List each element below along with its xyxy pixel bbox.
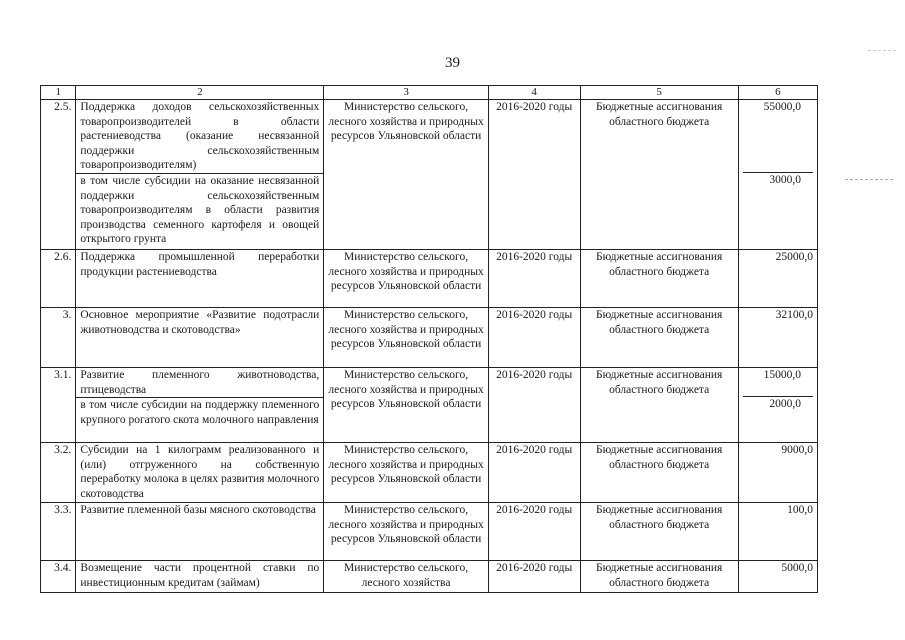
- row-ministry: Министерство сельского, лесного хозяйства и природных ресурсов Ульяновской области: [324, 368, 489, 443]
- row-value: 100,0: [738, 503, 817, 561]
- row-value-cell: [738, 368, 817, 443]
- row-index: 2.5.: [41, 100, 76, 250]
- table-row: [41, 503, 818, 561]
- row-source: Бюджетные ассигнования областного бюджета: [580, 100, 738, 250]
- row-name: Основное мероприятие «Развитие подотрасли животноводства и скотоводства»: [76, 308, 324, 368]
- row-value: 5000,0: [738, 561, 817, 593]
- row-source: Бюджетные ассигнования областного бюджета: [580, 368, 738, 443]
- row-source: Бюджетные ассигнования областного бюджета: [580, 561, 738, 593]
- row-sub-value: 2000,0: [743, 396, 813, 412]
- table-row: [41, 368, 818, 443]
- margin-mark: [845, 179, 893, 180]
- row-ministry: Министерство сельского, лесного хозяйства и природных ресурсов Ульяновской области: [324, 250, 489, 308]
- row-index: 3.2.: [41, 443, 76, 503]
- column-header: 5: [580, 86, 738, 100]
- row-term: 2016-2020 годы: [488, 250, 580, 308]
- table-row: [41, 308, 818, 368]
- table-row: [41, 561, 818, 593]
- row-term: 2016-2020 годы: [488, 561, 580, 593]
- row-index: 3.3.: [41, 503, 76, 561]
- row-index: 3.4.: [41, 561, 76, 593]
- row-index: 2.6.: [41, 250, 76, 308]
- row-value: 32100,0: [738, 308, 817, 368]
- row-value: 15000,0: [763, 369, 801, 381]
- row-value: 55000,0: [763, 101, 801, 113]
- row-ministry: Министерство сельского, лесного хозяйства и природных ресурсов Ульяновской области: [324, 308, 489, 368]
- row-name: Развитие племенного животноводства, птицеводства: [80, 369, 320, 396]
- row-term: 2016-2020 годы: [488, 503, 580, 561]
- row-term: 2016-2020 годы: [488, 443, 580, 503]
- row-source: Бюджетные ассигнования областного бюджета: [580, 308, 738, 368]
- row-name: Возмещение части процентной ставки по инвестиционным кредитам (займам): [76, 561, 324, 593]
- row-sub-name: в том числе субсидии на оказание несвязанной поддержки сельскохозяйственным товаропроизводителям в области развития производства семенного картофеля и овощей открытого грунта: [76, 173, 323, 247]
- row-value: 25000,0: [738, 250, 817, 308]
- row-term: 2016-2020 годы: [488, 308, 580, 368]
- row-term: 2016-2020 годы: [488, 100, 580, 250]
- row-sub-value: 3000,0: [743, 172, 813, 188]
- margin-mark: [868, 50, 896, 51]
- row-ministry: Министерство сельского, лесного хозяйства и природных ресурсов Ульяновской области: [324, 503, 489, 561]
- row-ministry: Министерство сельского, лесного хозяйства: [324, 561, 489, 593]
- budget-table: [40, 85, 818, 593]
- row-name-cell: [76, 100, 324, 250]
- row-name: Поддержка доходов сельскохозяйственных товаропроизводителей в области растениеводства (оказание несвязанной поддержки сельскохозяйственным товаропроизводителям): [80, 101, 320, 171]
- row-ministry: Министерство сельского, лесного хозяйства и природных ресурсов Ульяновской области: [324, 100, 489, 250]
- row-value-cell: [738, 100, 817, 250]
- column-header: 4: [488, 86, 580, 100]
- table-row: [41, 100, 818, 250]
- column-header: 2: [76, 86, 324, 100]
- row-ministry: Министерство сельского, лесного хозяйства и природных ресурсов Ульяновской области: [324, 443, 489, 503]
- row-name: Субсидии на 1 килограмм реализованного и (или) отгруженного на собственную переработку молока в целях развития молочного скотоводства: [76, 443, 324, 503]
- row-name-cell: [76, 368, 324, 443]
- row-sub-name: в том числе субсидии на поддержку племенного крупного рогатого скота молочного направления: [76, 397, 323, 427]
- column-header: 1: [41, 86, 76, 100]
- row-source: Бюджетные ассигнования областного бюджета: [580, 503, 738, 561]
- row-index: 3.1.: [41, 368, 76, 443]
- row-index: 3.: [41, 308, 76, 368]
- table-row: [41, 443, 818, 503]
- row-name: Развитие племенной базы мясного скотоводства: [76, 503, 324, 561]
- row-term: 2016-2020 годы: [488, 368, 580, 443]
- table-row: [41, 250, 818, 308]
- row-source: Бюджетные ассигнования областного бюджета: [580, 250, 738, 308]
- column-header: 6: [738, 86, 817, 100]
- page-number: 39: [445, 55, 460, 71]
- table-header-row: [41, 86, 818, 100]
- row-source: Бюджетные ассигнования областного бюджета: [580, 443, 738, 503]
- row-name: Поддержка промышленной переработки продукции растениеводства: [76, 250, 324, 308]
- row-value: 9000,0: [738, 443, 817, 503]
- column-header: 3: [324, 86, 489, 100]
